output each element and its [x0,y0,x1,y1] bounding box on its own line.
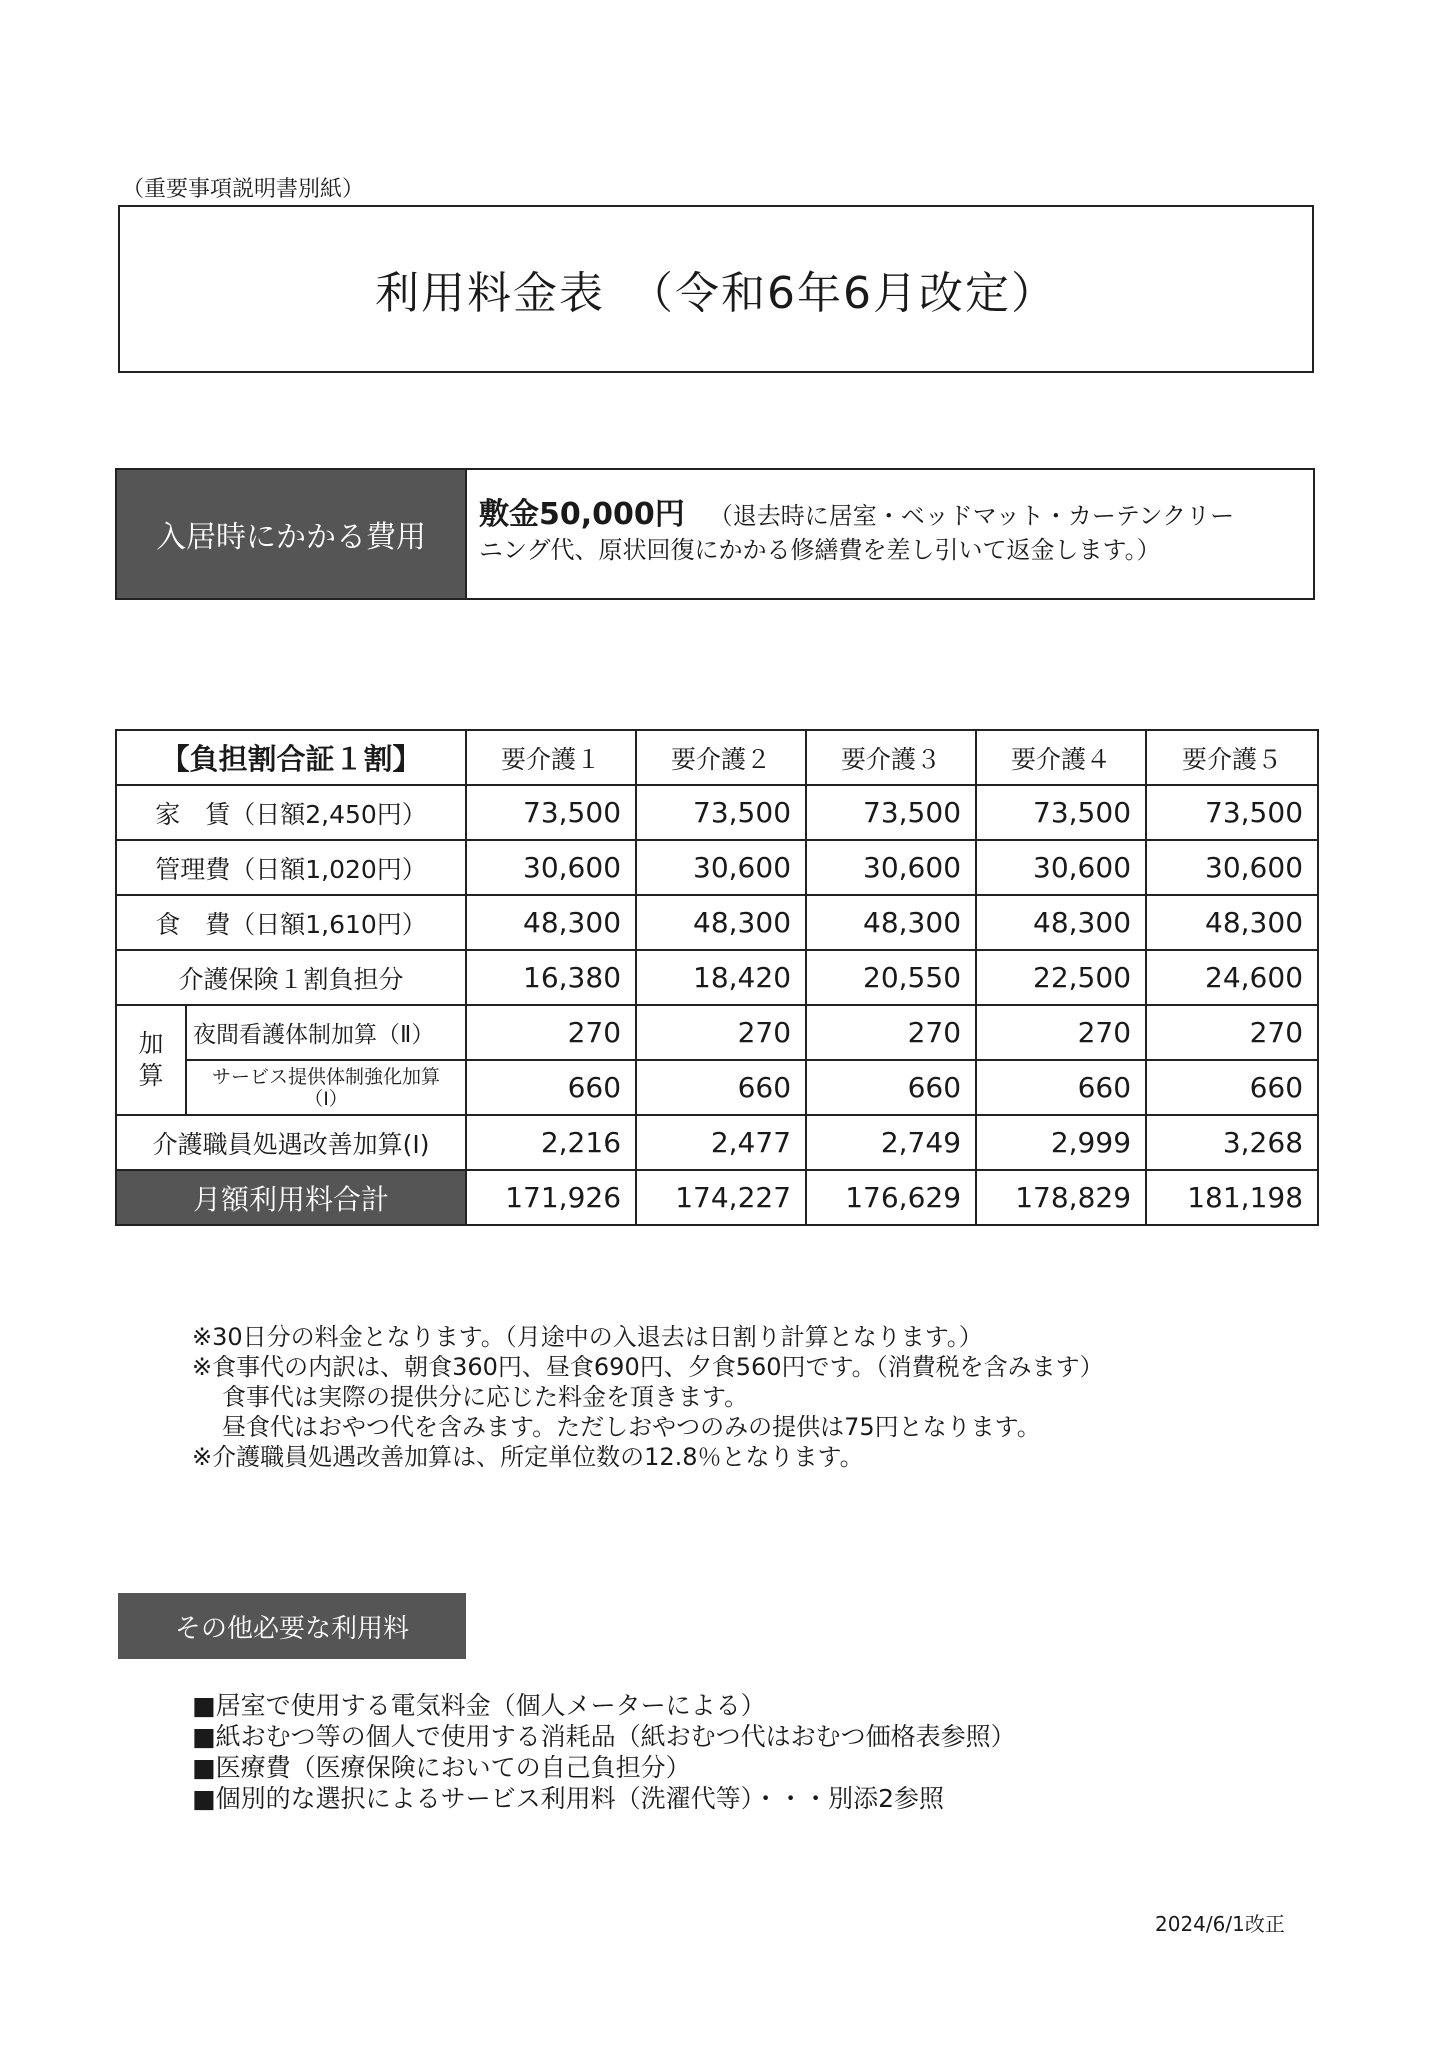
column-header: 要介護３ [806,730,976,785]
table-row [116,840,1318,895]
cell-value: 48,300 [1146,895,1318,950]
note-line: 昼食代はおやつ代を含みます。ただしおやつのみの提供は75円となります。 [222,1413,1041,1441]
cell-value: 270 [976,1005,1146,1060]
fee-table [115,729,1319,1226]
cell-value: 30,600 [466,840,636,895]
cell-value: 2,216 [466,1115,636,1170]
table-row [116,1060,1318,1115]
cell-value: 30,600 [976,840,1146,895]
deposit-amount: 敷金50,000円 [479,497,685,532]
table-header-row [116,730,1318,785]
cell-value: 660 [1146,1060,1318,1115]
table-row [116,950,1318,1005]
cell-value: 73,500 [976,785,1146,840]
cell-value: 16,380 [466,950,636,1005]
table-row [116,895,1318,950]
cell-value: 73,500 [806,785,976,840]
cell-value: 48,300 [976,895,1146,950]
column-header: 要介護４ [976,730,1146,785]
cell-value: 73,500 [466,785,636,840]
table-row [116,785,1318,840]
revision-date: 2024/6/1改正 [1155,1912,1285,1936]
column-header: 要介護２ [636,730,806,785]
total-value: 176,629 [806,1170,976,1225]
cell-value: 30,600 [636,840,806,895]
cell-value: 270 [466,1005,636,1060]
column-header: 要介護５ [1146,730,1318,785]
total-label: 月額利用料合計 [116,1170,466,1225]
note-line: ※30日分の料金となります。（月途中の入退去は日割り計算となります。） [192,1323,983,1351]
cell-value: 48,300 [636,895,806,950]
total-row [116,1170,1318,1225]
list-item: ■医療費（医療保険においての自己負担分） [192,1753,691,1782]
note-line: ※食事代の内訳は、朝食360円、昼食690円、夕食560円です。（消費税を含みます） [192,1353,1104,1381]
list-item: ■居室で使用する電気料金（個人メーターによる） [192,1691,766,1720]
cell-value: 18,420 [636,950,806,1005]
table-row [116,1115,1318,1170]
row-label: 管理費（日額1,020円） [116,840,466,895]
cell-value: 48,300 [806,895,976,950]
note-line: 食事代は実際の提供分に応じた料金を頂きます。 [222,1383,749,1411]
kasan-label: 加 算 [116,1005,186,1115]
row-label: サービス提供体制強化加算 （Ⅰ） [186,1060,466,1115]
row-label: 介護保険１割負担分 [116,950,466,1005]
cell-value: 22,500 [976,950,1146,1005]
list-item: ■紙おむつ等の個人で使用する消耗品（紙おむつ代はおむつ価格表参照） [192,1722,1016,1751]
total-value: 178,829 [976,1170,1146,1225]
column-header: 要介護１ [466,730,636,785]
move-in-cost-label: 入居時にかかる費用 [117,470,467,598]
row-label: 介護職員処遇改善加算(Ⅰ) [116,1115,466,1170]
cell-value: 270 [1146,1005,1318,1060]
cell-value: 2,477 [636,1115,806,1170]
cell-value: 30,600 [806,840,976,895]
cell-value: 73,500 [636,785,806,840]
cell-value: 2,999 [976,1115,1146,1170]
cell-value: 24,600 [1146,950,1318,1005]
table-row [116,1005,1318,1060]
total-value: 174,227 [636,1170,806,1225]
cell-value: 3,268 [1146,1115,1318,1170]
deposit-description-2: ニング代、原状回復にかかる修繕費を差し引いて返金します。） [479,536,1161,564]
cell-value: 660 [466,1060,636,1115]
cell-value: 270 [806,1005,976,1060]
cell-value: 73,500 [1146,785,1318,840]
move-in-cost-body [467,470,1313,598]
cell-value: 30,600 [1146,840,1318,895]
cell-value: 660 [806,1060,976,1115]
cell-value: 660 [976,1060,1146,1115]
page-title: 利用料金表 （令和6年6月改定） [375,268,1057,319]
note-line: ※介護職員処遇改善加算は、所定単位数の12.8％となります。 [192,1443,864,1471]
total-value: 181,198 [1146,1170,1318,1225]
cell-value: 270 [636,1005,806,1060]
notes [192,1322,1104,1472]
attachment-note: （重要事項説明書別紙） [122,177,365,202]
title-box [118,205,1314,373]
total-value: 171,926 [466,1170,636,1225]
cell-value: 48,300 [466,895,636,950]
deposit-description-1: （退去時に居室・ベッドマット・カーテンクリー [708,502,1235,530]
row-label: 家 賃（日額2,450円） [116,785,466,840]
other-fees-list [192,1690,1016,1814]
list-item: ■個別的な選択によるサービス利用料（洗濯代等）・・・別添2参照 [192,1784,945,1813]
other-fees-heading: その他必要な利用料 [118,1593,466,1659]
cell-value: 20,550 [806,950,976,1005]
cell-value: 660 [636,1060,806,1115]
burden-ratio-header: 【負担割合証１割】 [116,730,466,785]
move-in-cost-row [115,468,1315,600]
row-label: 夜間看護体制加算（Ⅱ） [186,1005,466,1060]
row-label: 食 費（日額1,610円） [116,895,466,950]
cell-value: 2,749 [806,1115,976,1170]
